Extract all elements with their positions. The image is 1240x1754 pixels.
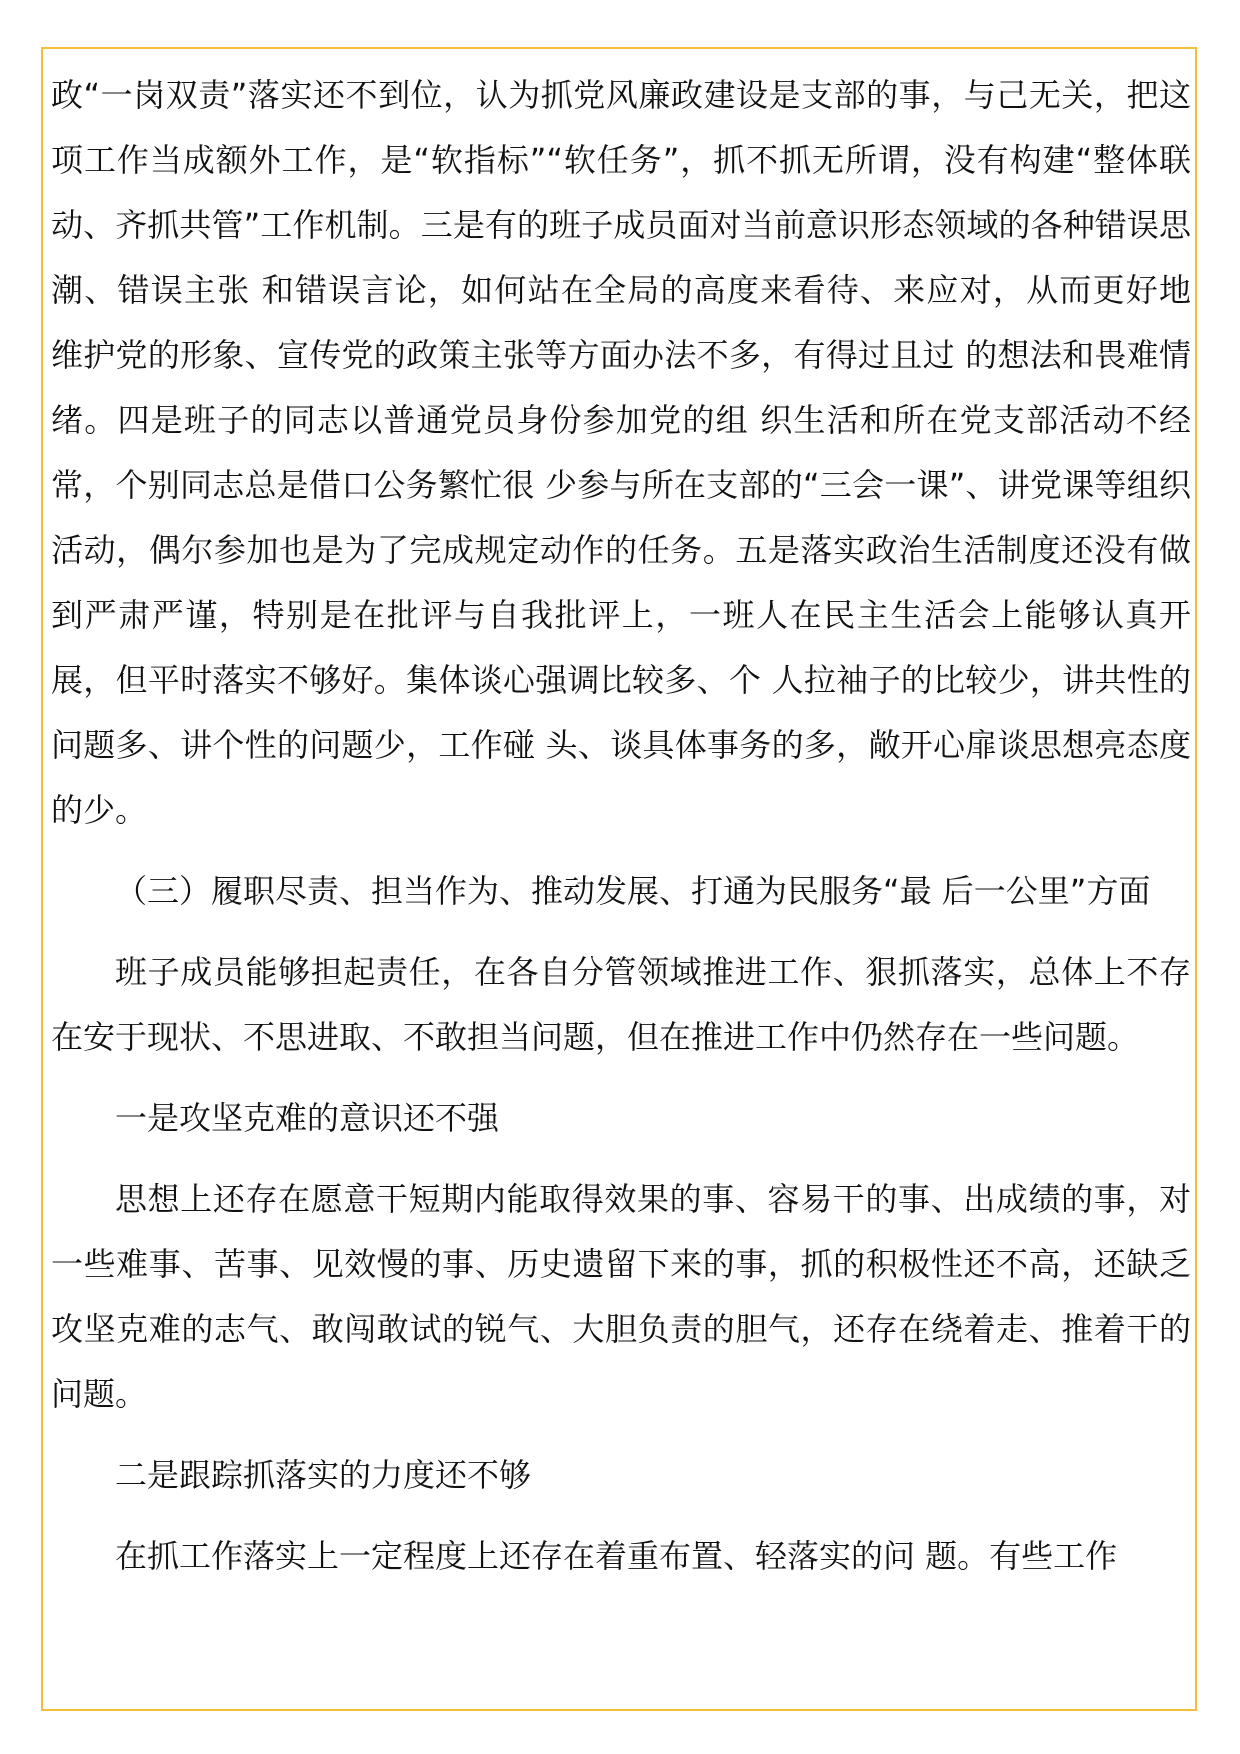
subheading-2: 二是跟踪抓落实的力度还不够 [115,1456,532,1494]
paragraph-2: 在抓工作落实上一定程度上还存在着重布置、轻落实的问 题。有些工作 [115,1537,1118,1575]
section-heading: （三）履职尽责、担当作为、推动发展、打通为民服务“最 后一公里”方面 [115,872,1151,910]
document-body [51,63,1191,1589]
paragraph-continuation: 政“一岗双责”落实还不到位，认为抓党风廉政建设是支部的事，与己无关，把这项工作当成额外工作，是“软指标”“软任务”，抓不抓无所谓，没有构建“整体联动、齐抓共管”工作机制。三是有的班子成员面对当前意识形态领域的各种错误思潮、错误主张 和错误言论，如何站在全局的高度来看待、来应对，从而更好地 维护党的形象、宣传党的政策主张等方面办法不多，有得过且过 的想法和畏难情绪。四是班子的同志以普通党员身份参加党的组 织生活和所在党支部活动不经常，个别同志总是借口公务繁忙很 少参与所在支部的“三会一课”、讲党课等组织活动，偶尔参加也是为了完成规定动作的任务。五是落实政治生活制度还没有做 到严肃严谨，特别是在批评与自我批评上，一班人在民主生活会上能够认真开展，但平时落实不够好。集体谈心强调比较多、个 人拉袖子的比较少，讲共性的问题多、讲个性的问题少，工作碰 头、谈具体事务的多，敞开心扉谈思想亮态度的少。 [51,76,1191,829]
paragraph-1: 思想上还存在愿意干短期内能取得效果的事、容易干的事、出成绩的事，对一些难事、苦事、见效慢的事、历史遗留下来的事，抓的积极性还不高，还缺乏攻坚克难的志气、敢闯敢试的锐气、大胆负责的胆气，还存在绕着走、推着干的问题。 [51,1180,1191,1413]
subheading-1: 一是攻坚克难的意识还不强 [115,1099,500,1137]
paragraph-intro: 班子成员能够担起责任，在各自分管领域推进工作、狠抓落实，总体上不存在安于现状、不思进取、不敢担当问题，但在推进工作中仍然存在一些问题。 [51,953,1191,1056]
